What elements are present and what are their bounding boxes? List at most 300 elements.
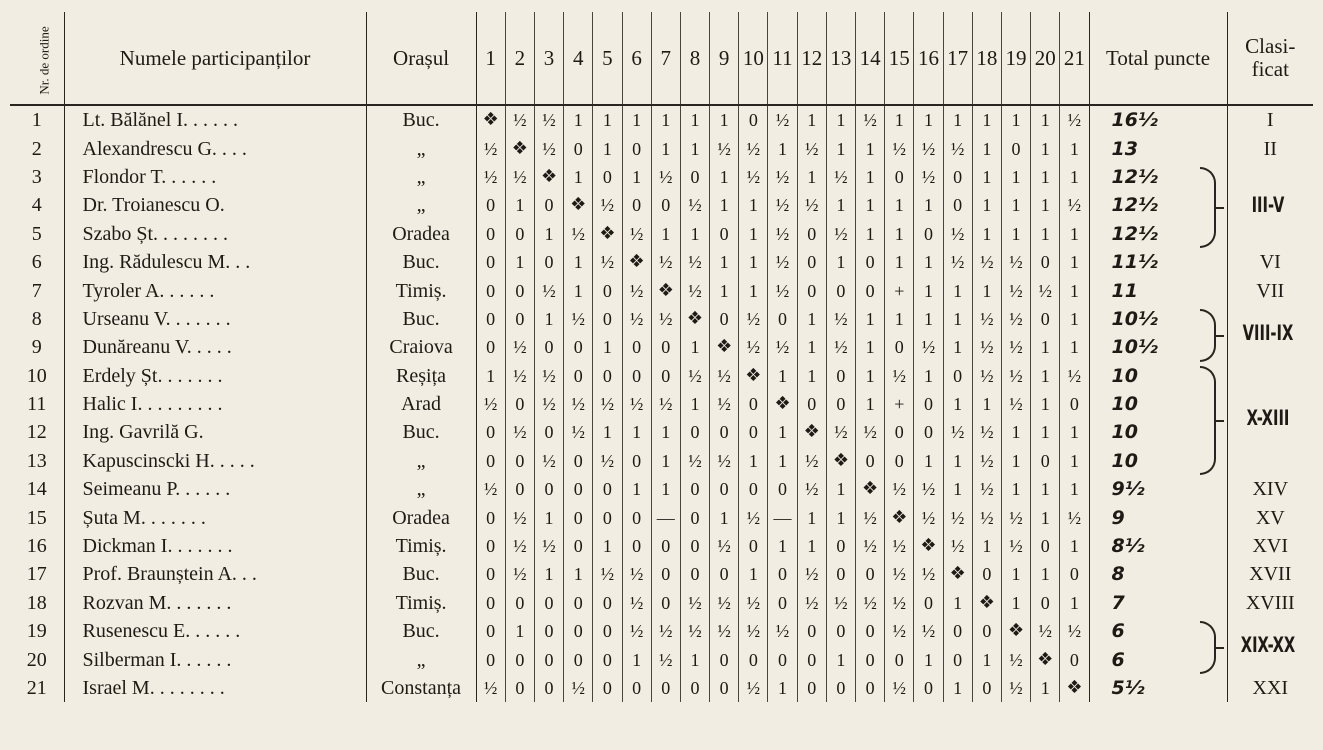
- score-cell: ½: [505, 163, 534, 191]
- score-cell: 0: [534, 589, 563, 617]
- header-nr: [10, 12, 64, 105]
- table-row: [10, 163, 1313, 191]
- score-cell: 1: [564, 105, 593, 134]
- participant-city: „: [366, 645, 476, 673]
- score-cell: ❖: [564, 191, 593, 219]
- participant-city: Oradea: [366, 503, 476, 531]
- score-cell: 0: [943, 645, 972, 673]
- table-row: [10, 589, 1313, 617]
- score-cell: 0: [476, 248, 505, 276]
- score-cell: ½: [505, 105, 534, 134]
- score-cell: 1: [651, 418, 680, 446]
- table-row: [10, 105, 1313, 134]
- score-cell: 1: [856, 305, 885, 333]
- score-cell: 0: [651, 362, 680, 390]
- score-cell: 1: [739, 276, 768, 304]
- score-cell: 1: [826, 248, 855, 276]
- score-cell: 0: [534, 645, 563, 673]
- score-cell: 0: [476, 532, 505, 560]
- score-cell: ❖: [680, 305, 709, 333]
- score-cell: 0: [1031, 447, 1060, 475]
- score-cell: ½: [914, 134, 943, 162]
- classification: XVIII: [1245, 591, 1295, 614]
- score-cell: ½: [680, 447, 709, 475]
- participant-name: Alexandrescu G. . . .: [64, 134, 366, 162]
- score-cell: ½: [505, 333, 534, 361]
- score-cell: 0: [505, 276, 534, 304]
- score-cell: 1: [1060, 220, 1089, 248]
- header-round-12: 12: [797, 12, 826, 105]
- score-cell: ½: [564, 305, 593, 333]
- classification: XXI: [1252, 677, 1289, 699]
- group-brace: [1200, 621, 1216, 674]
- score-cell: ❖: [534, 163, 563, 191]
- table-row: [10, 674, 1313, 702]
- score-cell: 1: [856, 362, 885, 390]
- total-points: 12½: [1089, 163, 1227, 191]
- score-cell: 1: [593, 418, 622, 446]
- score-cell: 1: [768, 134, 797, 162]
- score-cell: ❖: [739, 362, 768, 390]
- total-points: 9½: [1089, 475, 1227, 503]
- score-cell: 1: [564, 560, 593, 588]
- participant-name: Tyroler A. . . . . .: [64, 276, 366, 304]
- score-cell: 1: [768, 674, 797, 702]
- score-cell: 0: [972, 560, 1001, 588]
- score-cell: ½: [1060, 617, 1089, 645]
- score-cell: 0: [534, 617, 563, 645]
- score-cell: 1: [622, 475, 651, 503]
- score-cell: 1: [914, 248, 943, 276]
- score-cell: ½: [564, 674, 593, 702]
- score-cell: ½: [1001, 248, 1030, 276]
- participant-name: Ing. Gavrilă G.: [64, 418, 366, 446]
- score-cell: ½: [972, 248, 1001, 276]
- score-cell: ½: [739, 333, 768, 361]
- score-cell: ½: [534, 134, 563, 162]
- score-cell: 0: [1031, 589, 1060, 617]
- participant-name: Rozvan M. . . . . . .: [64, 589, 366, 617]
- score-cell: 1: [710, 248, 739, 276]
- score-cell: 1: [505, 191, 534, 219]
- score-cell: ½: [739, 163, 768, 191]
- score-cell: ½: [739, 617, 768, 645]
- classification: XVI: [1252, 535, 1289, 558]
- score-cell: 0: [476, 617, 505, 645]
- score-cell: 0: [885, 333, 914, 361]
- score-cell: ½: [1031, 617, 1060, 645]
- score-cell: ½: [972, 418, 1001, 446]
- score-cell: 0: [797, 674, 826, 702]
- classification: [1227, 362, 1313, 390]
- score-cell: 0: [826, 560, 855, 588]
- total-points: 9: [1089, 503, 1227, 531]
- score-cell: 1: [1060, 589, 1089, 617]
- row-number: 13: [10, 447, 64, 475]
- score-cell: 1: [1031, 674, 1060, 702]
- score-cell: 1: [943, 305, 972, 333]
- score-cell: 0: [710, 645, 739, 673]
- score-cell: 1: [914, 447, 943, 475]
- score-cell: 1: [1060, 305, 1089, 333]
- group-classification: III-V: [1251, 193, 1285, 218]
- score-cell: 1: [797, 333, 826, 361]
- participant-city: „: [366, 447, 476, 475]
- participant-name: Ing. Rădulescu M. . .: [64, 248, 366, 276]
- row-number: 7: [10, 276, 64, 304]
- header-nr-label: Nr. de ordine: [36, 25, 52, 95]
- score-cell: +: [885, 276, 914, 304]
- score-cell: ½: [885, 532, 914, 560]
- score-cell: ½: [710, 617, 739, 645]
- score-cell: ½: [476, 390, 505, 418]
- score-cell: 1: [972, 134, 1001, 162]
- table-row: [10, 390, 1313, 418]
- score-cell: ½: [885, 617, 914, 645]
- score-cell: 1: [1001, 163, 1030, 191]
- score-cell: ½: [856, 418, 885, 446]
- score-cell: 0: [914, 418, 943, 446]
- score-cell: 0: [768, 475, 797, 503]
- score-cell: 0: [943, 163, 972, 191]
- score-cell: ½: [826, 418, 855, 446]
- score-cell: 0: [826, 276, 855, 304]
- table-row: [10, 248, 1313, 276]
- score-cell: 1: [1031, 560, 1060, 588]
- score-cell: 1: [1060, 134, 1089, 162]
- score-cell: 1: [768, 447, 797, 475]
- score-cell: 1: [534, 503, 563, 531]
- score-cell: ❖: [768, 390, 797, 418]
- participant-name: Erdely Șt. . . . . . .: [64, 362, 366, 390]
- score-cell: ½: [505, 362, 534, 390]
- score-cell: 0: [1060, 645, 1089, 673]
- header-round-9: 9: [710, 12, 739, 105]
- crosstable-body: [10, 105, 1313, 702]
- total-points: 13: [1089, 134, 1227, 162]
- score-cell: ½: [914, 163, 943, 191]
- score-cell: ½: [856, 503, 885, 531]
- header-round-16: 16: [914, 12, 943, 105]
- score-cell: ❖: [826, 447, 855, 475]
- score-cell: 0: [534, 674, 563, 702]
- row-number: 10: [10, 362, 64, 390]
- tournament-crosstable: [10, 12, 1313, 738]
- score-cell: 1: [797, 362, 826, 390]
- score-cell: 0: [710, 305, 739, 333]
- score-cell: 1: [768, 362, 797, 390]
- score-cell: 0: [885, 447, 914, 475]
- score-cell: 1: [972, 532, 1001, 560]
- score-cell: 1: [914, 305, 943, 333]
- participant-name: Dunăreanu V. . . . .: [64, 333, 366, 361]
- row-number: 20: [10, 645, 64, 673]
- participant-city: „: [366, 191, 476, 219]
- header-round-3: 3: [534, 12, 563, 105]
- score-cell: 1: [943, 447, 972, 475]
- score-cell: 0: [797, 276, 826, 304]
- classification: [1227, 447, 1313, 475]
- score-cell: 0: [680, 674, 709, 702]
- score-cell: 0: [1001, 134, 1030, 162]
- row-number: 15: [10, 503, 64, 531]
- score-cell: 0: [476, 447, 505, 475]
- score-cell: 1: [1031, 503, 1060, 531]
- score-cell: ½: [826, 220, 855, 248]
- score-cell: 0: [622, 134, 651, 162]
- row-number: 2: [10, 134, 64, 162]
- score-cell: ½: [534, 390, 563, 418]
- score-cell: 0: [768, 589, 797, 617]
- score-cell: ½: [943, 134, 972, 162]
- classification: XVII: [1249, 563, 1292, 586]
- score-cell: +: [885, 390, 914, 418]
- participant-city: Timiș.: [366, 589, 476, 617]
- score-cell: ½: [943, 220, 972, 248]
- score-cell: 0: [680, 503, 709, 531]
- score-cell: 0: [826, 532, 855, 560]
- score-cell: 1: [856, 191, 885, 219]
- score-cell: ½: [622, 589, 651, 617]
- score-cell: ½: [476, 475, 505, 503]
- score-cell: 1: [739, 191, 768, 219]
- group-classification: XIX-XX: [1240, 633, 1296, 658]
- classification: I: [1266, 109, 1274, 132]
- score-cell: 1: [622, 418, 651, 446]
- participant-name: Kapuscinscki H. . . . .: [64, 447, 366, 475]
- score-cell: ½: [885, 134, 914, 162]
- total-points: 10½: [1089, 333, 1227, 361]
- score-cell: ½: [856, 532, 885, 560]
- score-cell: 1: [1060, 248, 1089, 276]
- score-cell: 1: [1060, 475, 1089, 503]
- group-brace: [1200, 366, 1216, 476]
- score-cell: 0: [856, 447, 885, 475]
- score-cell: 1: [1060, 532, 1089, 560]
- total-points: 8½: [1089, 532, 1227, 560]
- score-cell: 0: [739, 645, 768, 673]
- score-cell: ½: [680, 276, 709, 304]
- score-cell: 1: [885, 191, 914, 219]
- score-cell: ½: [826, 589, 855, 617]
- score-cell: ½: [1001, 645, 1030, 673]
- participant-city: Buc.: [366, 248, 476, 276]
- score-cell: ½: [1001, 362, 1030, 390]
- score-cell: 0: [651, 674, 680, 702]
- score-cell: 1: [885, 105, 914, 134]
- header-name: Numele participanților: [64, 12, 366, 105]
- participant-name: Silberman I. . . . . .: [64, 645, 366, 673]
- score-cell: 0: [856, 248, 885, 276]
- score-cell: ½: [885, 362, 914, 390]
- group-brace: [1200, 309, 1216, 362]
- score-cell: 1: [593, 134, 622, 162]
- score-cell: ½: [505, 503, 534, 531]
- score-cell: 1: [943, 276, 972, 304]
- score-cell: 1: [972, 645, 1001, 673]
- score-cell: 1: [943, 589, 972, 617]
- score-cell: ❖: [943, 560, 972, 588]
- score-cell: ½: [476, 134, 505, 162]
- score-cell: ½: [593, 447, 622, 475]
- score-cell: ❖: [476, 105, 505, 134]
- participant-city: Buc.: [366, 105, 476, 134]
- score-cell: 1: [826, 191, 855, 219]
- score-cell: 1: [1060, 418, 1089, 446]
- score-cell: 1: [856, 134, 885, 162]
- score-cell: ½: [739, 305, 768, 333]
- score-cell: 0: [505, 390, 534, 418]
- score-cell: 1: [856, 220, 885, 248]
- score-cell: ❖: [797, 418, 826, 446]
- score-cell: 1: [564, 248, 593, 276]
- crosstable: [10, 12, 1313, 702]
- row-number: 3: [10, 163, 64, 191]
- score-cell: ½: [1001, 674, 1030, 702]
- score-cell: 1: [505, 248, 534, 276]
- score-cell: 0: [680, 163, 709, 191]
- score-cell: ½: [739, 503, 768, 531]
- score-cell: ½: [768, 333, 797, 361]
- score-cell: 1: [1001, 447, 1030, 475]
- score-cell: 1: [534, 560, 563, 588]
- score-cell: 1: [680, 333, 709, 361]
- score-cell: 0: [856, 617, 885, 645]
- row-number: 5: [10, 220, 64, 248]
- participant-city: „: [366, 475, 476, 503]
- score-cell: 0: [1060, 390, 1089, 418]
- score-cell: ½: [739, 134, 768, 162]
- score-cell: 1: [797, 503, 826, 531]
- score-cell: 1: [943, 475, 972, 503]
- participant-name: Szabo Șt. . . . . . . .: [64, 220, 366, 248]
- score-cell: ½: [710, 362, 739, 390]
- score-cell: 0: [534, 191, 563, 219]
- table-row: [10, 532, 1313, 560]
- score-cell: 0: [826, 362, 855, 390]
- table-row: [10, 191, 1313, 219]
- score-cell: ❖: [856, 475, 885, 503]
- score-cell: 1: [972, 191, 1001, 219]
- score-cell: 0: [856, 674, 885, 702]
- score-cell: 1: [856, 163, 885, 191]
- table-row: [10, 645, 1313, 673]
- score-cell: ½: [651, 645, 680, 673]
- row-number: 9: [10, 333, 64, 361]
- header-round-2: 2: [505, 12, 534, 105]
- score-cell: 0: [768, 645, 797, 673]
- score-cell: 0: [651, 532, 680, 560]
- score-cell: 1: [826, 475, 855, 503]
- score-cell: 0: [622, 674, 651, 702]
- score-cell: 0: [593, 163, 622, 191]
- score-cell: ½: [914, 333, 943, 361]
- score-cell: 1: [1031, 333, 1060, 361]
- score-cell: ½: [476, 163, 505, 191]
- score-cell: 0: [680, 475, 709, 503]
- score-cell: ½: [622, 220, 651, 248]
- score-cell: 0: [710, 220, 739, 248]
- score-cell: ½: [972, 305, 1001, 333]
- score-cell: 1: [1001, 105, 1030, 134]
- row-number: 18: [10, 589, 64, 617]
- header-round-4: 4: [564, 12, 593, 105]
- score-cell: 0: [476, 503, 505, 531]
- total-points: 10: [1089, 390, 1227, 418]
- row-number: 16: [10, 532, 64, 560]
- score-cell: 1: [476, 362, 505, 390]
- score-cell: 0: [593, 475, 622, 503]
- table-row: [10, 475, 1313, 503]
- score-cell: 1: [710, 163, 739, 191]
- score-cell: 0: [505, 674, 534, 702]
- score-cell: 1: [680, 645, 709, 673]
- score-cell: ❖: [505, 134, 534, 162]
- participant-city: „: [366, 163, 476, 191]
- classification: [1227, 220, 1313, 248]
- participant-city: Buc.: [366, 560, 476, 588]
- score-cell: 1: [593, 333, 622, 361]
- score-cell: —: [768, 503, 797, 531]
- score-cell: 1: [1060, 276, 1089, 304]
- score-cell: ½: [797, 560, 826, 588]
- score-cell: ½: [505, 532, 534, 560]
- total-points: 16½: [1089, 105, 1227, 134]
- score-cell: 0: [797, 390, 826, 418]
- score-cell: 1: [1031, 418, 1060, 446]
- score-cell: 0: [593, 645, 622, 673]
- score-cell: 0: [651, 333, 680, 361]
- score-cell: ½: [885, 589, 914, 617]
- score-cell: —: [651, 503, 680, 531]
- score-cell: 0: [943, 191, 972, 219]
- score-cell: ½: [534, 276, 563, 304]
- score-cell: 0: [914, 589, 943, 617]
- header-round-1: 1: [476, 12, 505, 105]
- score-cell: 1: [1001, 418, 1030, 446]
- score-cell: 1: [1060, 163, 1089, 191]
- score-cell: ½: [768, 276, 797, 304]
- score-cell: ½: [826, 333, 855, 361]
- score-cell: ❖: [914, 532, 943, 560]
- score-cell: ½: [1001, 333, 1030, 361]
- score-cell: 1: [1060, 447, 1089, 475]
- header-round-6: 6: [622, 12, 651, 105]
- score-cell: ❖: [593, 220, 622, 248]
- score-cell: ❖: [622, 248, 651, 276]
- total-points: 5½: [1089, 674, 1227, 702]
- total-points: 12½: [1089, 191, 1227, 219]
- score-cell: 1: [1031, 220, 1060, 248]
- score-cell: 0: [1031, 248, 1060, 276]
- score-cell: 0: [651, 560, 680, 588]
- score-cell: ½: [593, 248, 622, 276]
- score-cell: 0: [797, 248, 826, 276]
- score-cell: ½: [943, 503, 972, 531]
- score-cell: 1: [622, 163, 651, 191]
- header-round-10: 10: [739, 12, 768, 105]
- score-cell: 1: [710, 276, 739, 304]
- score-cell: 0: [534, 248, 563, 276]
- score-cell: 1: [505, 617, 534, 645]
- score-cell: 0: [710, 475, 739, 503]
- total-points: 6: [1089, 645, 1227, 673]
- score-cell: 0: [826, 674, 855, 702]
- group-classification: X-XIII: [1246, 406, 1290, 431]
- score-cell: ½: [1060, 362, 1089, 390]
- score-cell: ½: [651, 617, 680, 645]
- header-round-18: 18: [972, 12, 1001, 105]
